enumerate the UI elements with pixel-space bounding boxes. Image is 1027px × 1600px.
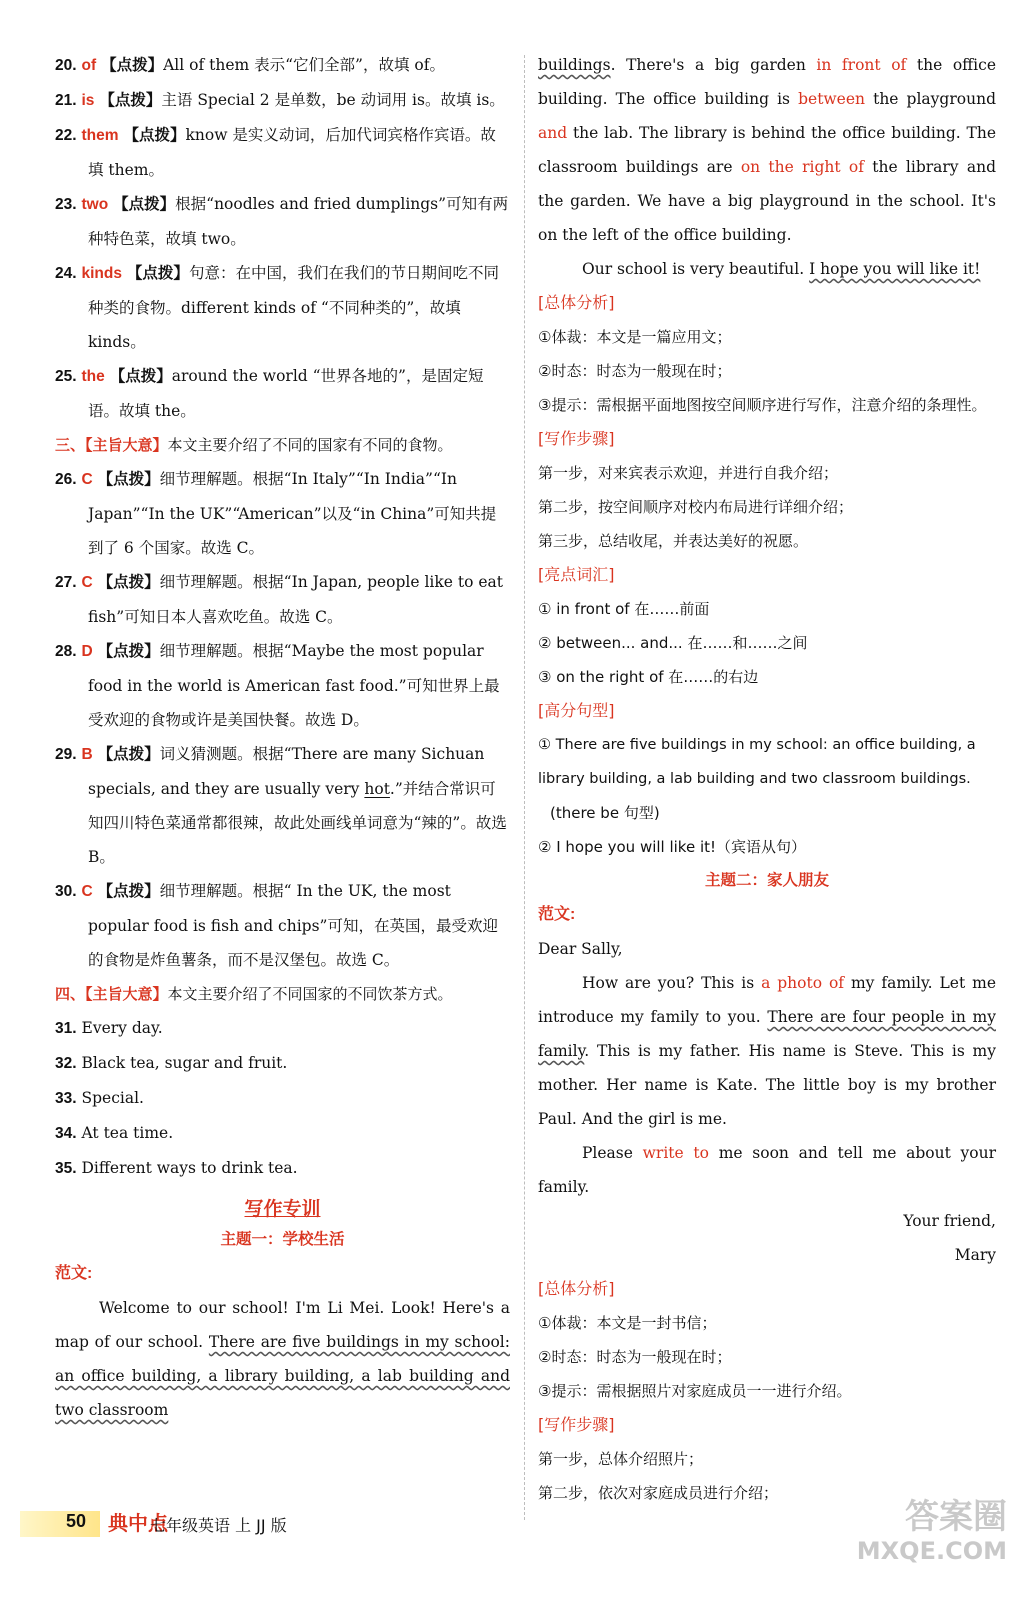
answer-item: 25. the 【点拨】around the world “世界各地的”，是固定短语。故填 the。 (55, 367, 484, 420)
answer-item: 20. of 【点拨】All of them 表示“它们全部”，故填 of。 (55, 56, 445, 74)
book-title: 七年级英语 上 JJ 版 (150, 1516, 287, 1535)
theme-one-title: 主题一：学校生活 (220, 1231, 345, 1248)
list-item: ③ on the right of 在……的右边 (538, 668, 759, 686)
letter-greeting: Dear Sally, (538, 940, 623, 958)
list-item: ②时态：时态为一般现在时； (538, 362, 732, 380)
letter-closing: Your friend, (903, 1212, 996, 1230)
letter-signature: Mary (954, 1246, 996, 1264)
right-column (538, 48, 996, 1510)
column-divider (524, 55, 525, 1520)
high-score-sentence-1: ① There are five buildings in my school: an office building, a library building, a lab building and two classroom buildings. (538, 737, 976, 787)
highlight-words (538, 592, 996, 694)
overall-analysis-title: [总体分析] (538, 293, 615, 312)
letter-paragraph-2: Please write to me soon and tell me about your family. (538, 1144, 997, 1196)
list-item: ①体裁：本文是一篇应用文； (538, 328, 732, 346)
short-answer: 31. Every day. (55, 1019, 163, 1037)
writing-title: 写作专训 (244, 1199, 321, 1220)
list-item: 第二步，依次对家庭成员进行介绍； (538, 1484, 779, 1502)
writing-steps-title: [写作步骤] (538, 429, 615, 448)
list-item: 第一步，对来宾表示欢迎，并进行自我介绍； (538, 464, 839, 482)
short-answer: 32. Black tea, sugar and fruit. (55, 1054, 288, 1072)
answer-item: 29. B 【点拨】词义猜测题。根据“There are many Sichuan specials, and they are usually very hot.”并结合常识可知四川特色菜通常都很辣，故此处画线单词意为“辣的”。故选 B。 (55, 745, 507, 866)
list-item: ③提示：需根据照片对家庭成员一一进行介绍。 (538, 1382, 852, 1400)
answer-item: 22. them 【点拨】know 是实义动词，后加代词宾格作宾语。故填 them。 (55, 126, 496, 179)
answer-item: 23. two 【点拨】根据“noodles and fried dumplings”可知有两种特色菜，故填 two。 (55, 195, 509, 248)
theme-two-title: 主题二：家人朋友 (704, 872, 829, 889)
list-item: ② between... and... 在……和……之间 (538, 634, 808, 652)
short-answer: 35. Different ways to drink tea. (55, 1159, 298, 1177)
answer-item: 30. C 【点拨】细节理解题。根据“ In the UK, the most popular food is fish and chips”可知，在英国，最受欢迎的食物是炸鱼薯条，而不是汉堡包。故选 C。 (55, 882, 498, 969)
brand-logo: 典中点 (108, 1511, 168, 1535)
answer-item: 26. C 【点拨】细节理解题。根据“In Italy”“In India”“In Japan”“In the UK”“American”以及“in China”可知共提到了 6 个国家。故选 C。 (55, 470, 497, 557)
highlight-words-title: [亮点词汇] (538, 565, 615, 584)
high-score-sentence-1-note: (there be 句型) (550, 804, 660, 822)
watermark: 答案圈 MXQE.COM (856, 1497, 1007, 1565)
page-number: 50 (66, 1511, 87, 1531)
list-item: 第三步，总结收尾，并表达美好的祝愿。 (538, 532, 809, 550)
page-number-bg (20, 1511, 100, 1537)
list-item: ③提示：需根据平面地图按空间顺序进行写作，注意介绍的条理性。 (538, 396, 987, 414)
writing-steps-title-2: [写作步骤] (538, 1415, 615, 1434)
list-item: 第二步，按空间顺序对校内布局进行详细介绍； (538, 498, 854, 516)
essay-school-continued: buildings. There's a big garden in front of the office building. The office building is between the playground and the lab. The library is behind the office building. The classroom buildings are on the right of the library and the garden. We have a big playground in the school. It's on the left of the office building. (538, 56, 996, 244)
list-item: ②时态：时态为一般现在时； (538, 1348, 732, 1366)
high-score-sentence-2: ② I hope you will like it!（宾语从句） (538, 838, 807, 856)
overall-analysis-2 (538, 1306, 996, 1408)
overall-analysis-1 (538, 320, 996, 422)
model-letter-label: 范文: (538, 906, 576, 923)
short-answer: 34. At tea time. (55, 1124, 174, 1142)
list-item: ①体裁：本文是一封书信； (538, 1314, 717, 1332)
short-answer: 33. Special. (55, 1089, 144, 1107)
model-essay-label: 范文: (55, 1265, 93, 1282)
section-3-summary: 三、【主旨大意】本文主要介绍了不同的国家有不同的食物。 (55, 436, 453, 454)
answer-item: 27. C 【点拨】细节理解题。根据“In Japan, people like to eat fish”可知日本人喜欢吃鱼。故选 C。 (55, 573, 504, 626)
list-item: ① in front of 在……前面 (538, 600, 710, 618)
essay-school-start: Welcome to our school! I'm Li Mei. Look! Here's a map of our school. There are five buildings in my school: an office building, a library building, a lab building and two classroom (55, 1299, 510, 1419)
answer-item: 21. is 【点拨】主语 Special 2 是单数，be 动词用 is。故填 is。 (55, 91, 505, 109)
answers-20-25 (55, 48, 510, 428)
answer-item: 24. kinds 【点拨】句意：在中国，我们在我们的节日期间吃不同种类的食物。different kinds of “不同种类的”，故填 kinds。 (55, 264, 499, 351)
list-item: 第一步，总体介绍照片； (538, 1450, 704, 1468)
answer-item: 28. D 【点拨】细节理解题。根据“Maybe the most popular food in the world is American fast food.”可知世界上最受欢迎的食物或许是美国快餐。故选 D。 (55, 642, 500, 729)
section-4-summary: 四、【主旨大意】本文主要介绍了不同国家的不同饮茶方式。 (55, 985, 453, 1003)
high-score-sentences-title: [高分句型] (538, 701, 615, 720)
left-column (55, 48, 510, 1427)
overall-analysis-title-2: [总体分析] (538, 1279, 615, 1298)
essay-school-ending: Our school is very beautiful. I hope you will like it! (582, 260, 981, 278)
answers-26-30 (55, 462, 510, 977)
letter-paragraph-1: How are you? This is a photo of my family. Let me introduce my family to you. There are four people in my family. This is my father. His name is Steve. This is my mother. Her name is Kate. The little boy is my brother Paul. And the girl is me. (538, 974, 996, 1128)
writing-steps-1 (538, 456, 996, 558)
answers-31-35 (55, 1011, 510, 1186)
